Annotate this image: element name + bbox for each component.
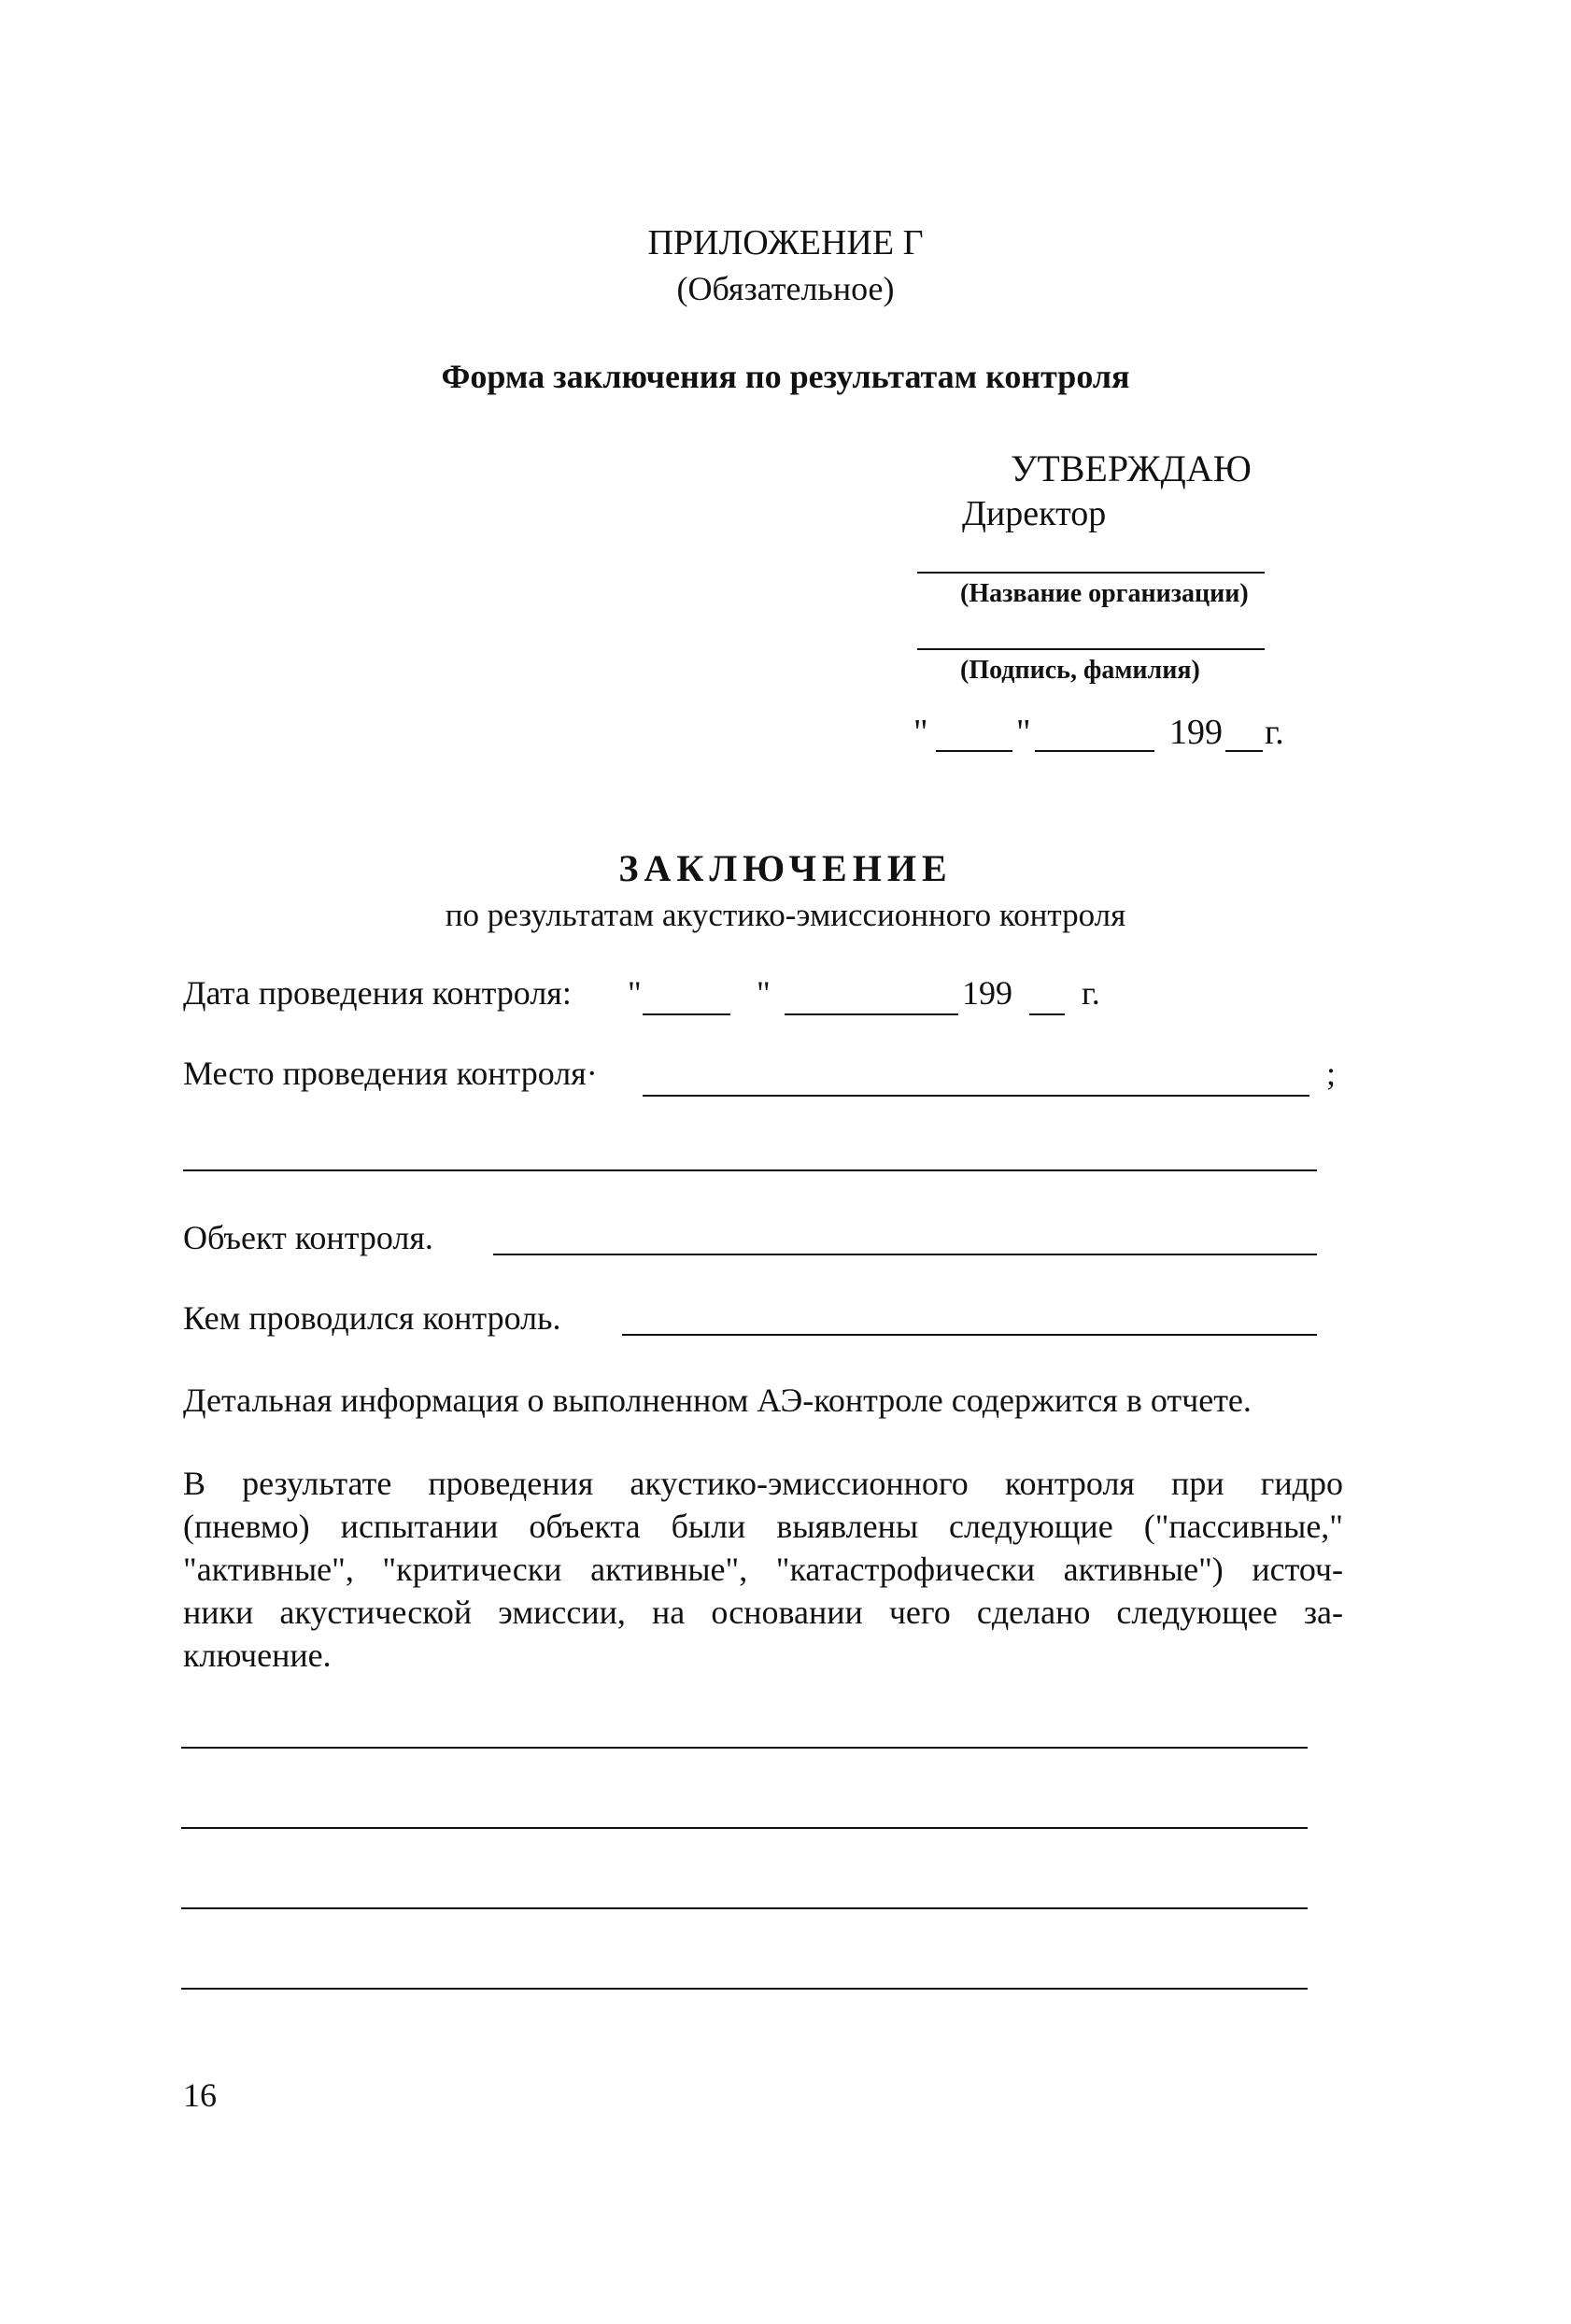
approval-day-line [936,750,1012,752]
conclusion-title: ЗАКЛЮЧЕНИЕ [618,847,953,889]
conclusion-subtitle: по результатам акустико-эмиссионного контроля [445,897,1126,933]
control-day-line [643,1013,730,1015]
director-label: Директор [962,494,1107,533]
approve-label: УТВЕРЖДАЮ [1011,447,1252,489]
approval-year-suffix: г. [1265,713,1284,752]
control-month-line [785,1013,958,1015]
control-date-open-quote: " [628,974,642,1012]
appendix-title: ПРИЛОЖЕНИЕ Г [647,223,924,262]
approval-date-open-quote: " [913,713,928,752]
org-name-caption: (Название организации) [960,579,1249,608]
approval-year-prefix: 199 [1169,713,1223,752]
conclusion-blank-line [181,1827,1308,1829]
page-number: 16 [183,2076,217,2114]
approval-month-line [1035,750,1154,752]
signature-caption: (Подпись, фамилия) [960,656,1200,685]
control-date-close-quote: " [757,974,771,1012]
conclusion-blank-line [181,1907,1308,1909]
control-year-line [1029,1013,1065,1015]
result-line: ключение. [183,1637,332,1674]
control-place-line [643,1095,1309,1097]
form-title: Форма заключения по результатам контроля [441,358,1130,395]
control-place-line-2 [183,1169,1317,1171]
control-year-prefix: 199 [962,974,1012,1012]
detail-sentence: Детальная информация о выполненном АЭ-контроле содержится в отчете. [183,1382,1252,1419]
org-name-line [917,572,1265,574]
control-performer-label: Кем проводился контроль. [183,1299,561,1337]
result-line: ники акустической эмиссии, на основании чего сделано следующее за- [183,1594,1343,1631]
result-paragraph [183,1462,1343,1677]
result-line: В результате проведения акустико-эмиссионного контроля при гидро [183,1465,1343,1502]
conclusion-blank-line [181,1747,1308,1749]
approval-date-close-quote: " [1016,713,1031,752]
control-object-line [493,1254,1317,1255]
result-line: "активные", "критически активные", "катастрофически активные") источ- [183,1551,1343,1588]
signature-line [917,648,1265,650]
control-object-label: Объект контроля. [183,1219,433,1256]
control-performer-line [622,1334,1317,1336]
control-place-end: ; [1326,1055,1337,1092]
result-line: (пневмо) испытании объекта были выявлены следующие ("пассивные," [183,1508,1343,1545]
control-year-suffix: г. [1082,974,1100,1012]
control-place-label: Место проведения контроля· [183,1055,598,1092]
control-date-label: Дата проведения контроля: [183,974,572,1012]
approval-year-line [1225,750,1263,752]
appendix-note: (Обязательное) [676,270,895,307]
conclusion-blank-line [181,1988,1308,1990]
